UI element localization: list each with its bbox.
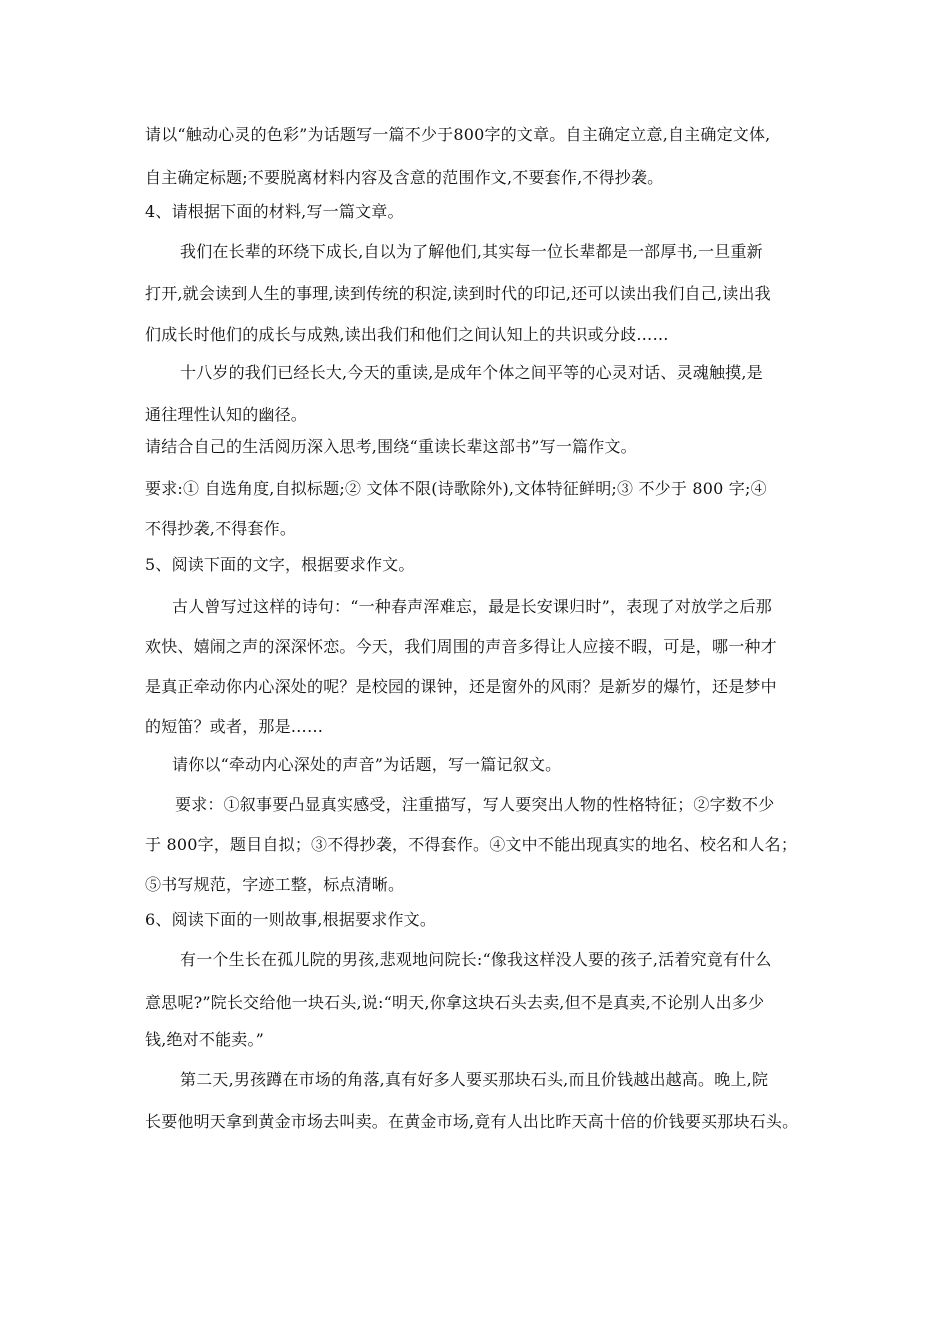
text-line: ⑤书写规范，字迹工整，标点清晰。 [145, 875, 405, 894]
text-line: 意思呢?”院长交给他一块石头,说:“明天,你拿这块石头去卖,但不是真卖,不论别人出多少 [145, 993, 765, 1012]
text-line: 通往理性认知的幽径。 [145, 405, 308, 424]
text-line: 于 800字，题目自拟；③不得抄袭，不得套作。④文中不能出现真实的地名、校名和人名； [145, 835, 798, 854]
text-line: 自主确定标题;不要脱离材料内容及含意的范围作文,不要套作,不得抄袭。 [145, 168, 664, 187]
text-line: 钱,绝对不能卖。” [145, 1030, 265, 1049]
text-line: 十八岁的我们已经长大,今天的重读,是成年个体之间平等的心灵对话、灵魂触摸,是 [180, 363, 763, 382]
text-line: 请以“触动心灵的色彩”为话题写一篇不少于800字的文章。自主确定立意,自主确定文体, [145, 125, 771, 144]
text-line: 我们在长辈的环绕下成长,自以为了解他们,其实每一位长辈都是一部厚书,一旦重新 [180, 242, 763, 261]
requirement-line: 要求:① 自选角度,自拟标题;② 文体不限(诗歌除外),文体特征鲜明;③ 不少于 800 字;④ [145, 479, 767, 498]
text-line: 的短笛？或者，那是…… [145, 717, 324, 736]
section-heading-6: 6、阅读下面的一则故事,根据要求作文。 [145, 910, 437, 929]
section-heading-4: 4、请根据下面的材料,写一篇文章。 [145, 202, 404, 221]
text-line: 欢快、嬉闹之声的深深怀恋。今天，我们周围的声音多得让人应接不暇，可是，哪一种才 [145, 637, 777, 656]
section-heading-5: 5、阅读下面的文字，根据要求作文。 [145, 555, 415, 574]
text-line: 请你以“牵动内心深处的声音”为话题，写一篇记叙文。 [172, 755, 562, 774]
requirement-line: 要求：①叙事要凸显真实感受，注重描写，写人要突出人物的性格特征；②字数不少 [175, 795, 775, 814]
text-line: 是真正牵动你内心深处的呢？是校园的课钟，还是窗外的风雨？是新岁的爆竹，还是梦中 [145, 677, 777, 696]
text-line: 们成长时他们的成长与成熟,读出我们和他们之间认知上的共识或分歧…… [145, 325, 669, 344]
text-line: 有一个生长在孤儿院的男孩,悲观地问院长:“像我这样没人要的孩子,活着究竟有什么 [180, 950, 772, 969]
text-line: 古人曾写过这样的诗句：“一种春声浑难忘，最是长安课归时”，表现了对放学之后那 [172, 597, 772, 616]
text-line: 打开,就会读到人生的事理,读到传统的积淀,读到时代的印记,还可以读出我们自己,读出我 [145, 284, 771, 303]
text-line: 长要他明天拿到黄金市场去叫卖。在黄金市场,竟有人出比昨天高十倍的价钱要买那块石头。 [145, 1112, 799, 1131]
text-line: 不得抄袭,不得套作。 [145, 519, 297, 538]
text-line: 第二天,男孩蹲在市场的角落,真有好多人要买那块石头,而且价钱越出越高。晚上,院 [180, 1070, 769, 1089]
text-line: 请结合自己的生活阅历深入思考,围绕“重读长辈这部书”写一篇作文。 [145, 437, 637, 456]
